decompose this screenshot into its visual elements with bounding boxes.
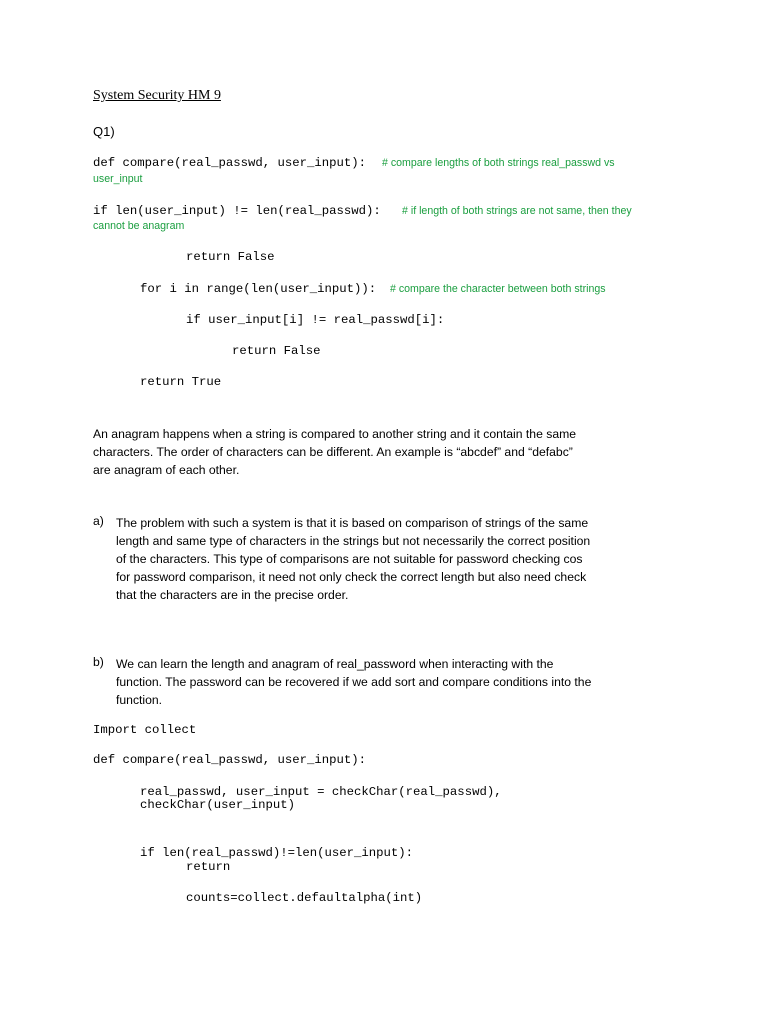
list-marker-a: a): [93, 514, 104, 528]
code-if-len-line: if len(real_passwd)!=len(user_input):: [140, 846, 414, 860]
code-return-line: return: [186, 860, 231, 874]
paragraph-line: The problem with such a system is that it is based on comparison of strings of the same: [116, 516, 589, 530]
answer-a-paragraph: [116, 514, 590, 604]
code-def-line: def compare(real_passwd, user_input):: [93, 753, 367, 767]
answer-b-paragraph: [116, 655, 591, 709]
paragraph-line: for password comparison, it need not only check the correct length but also need check: [116, 570, 587, 584]
paragraph-line: that the characters are in the precise order.: [116, 588, 349, 602]
question-label: Q1): [93, 124, 115, 139]
anagram-paragraph: [93, 425, 576, 479]
code-comment: # compare the character between both strings: [390, 283, 606, 295]
code-return-false: return False: [186, 250, 275, 264]
paragraph-line: We can learn the length and anagram of real_password when interacting with the: [116, 657, 554, 671]
code-assign-continued: checkChar(user_input): [140, 798, 295, 812]
paragraph-line: characters. The order of characters can be different. An example is “abcdef” and “defabc”: [93, 445, 573, 459]
paragraph-line: function. The password can be recovered if we add sort and compare conditions into the: [116, 675, 592, 689]
code-if-char-line: if user_input[i] != real_passwd[i]:: [186, 313, 445, 327]
code-if-line: if len(user_input) != len(real_passwd):: [93, 204, 381, 218]
code-return-false: return False: [232, 344, 321, 358]
code-comment-continued: cannot be anagram: [93, 220, 185, 232]
code-import-line: Import collect: [93, 723, 197, 737]
paragraph-line: are anagram of each other.: [93, 463, 240, 477]
page-title: System Security HM 9: [93, 88, 221, 103]
paragraph-line: function.: [116, 693, 163, 707]
code-comment: # compare lengths of both strings real_passwd vs: [382, 157, 615, 169]
code-comment: # if length of both strings are not same, then they: [402, 205, 632, 217]
code-comment-continued: user_input: [93, 173, 143, 185]
paragraph-line: length and same type of characters in the strings but not necessarily the correct position: [116, 534, 591, 548]
paragraph-line: An anagram happens when a string is compared to another string and it contain the same: [93, 427, 577, 441]
code-return-true: return True: [140, 375, 222, 389]
list-marker-b: b): [93, 655, 104, 669]
code-assign-line: real_passwd, user_input = checkChar(real_passwd),: [140, 785, 502, 799]
paragraph-line: of the characters. This type of comparisons are not suitable for password checking cos: [116, 552, 583, 566]
code-def-line: def compare(real_passwd, user_input):: [93, 156, 367, 170]
code-counts-line: counts=collect.defaultalpha(int): [186, 891, 423, 905]
code-for-line: for i in range(len(user_input)):: [140, 282, 377, 296]
